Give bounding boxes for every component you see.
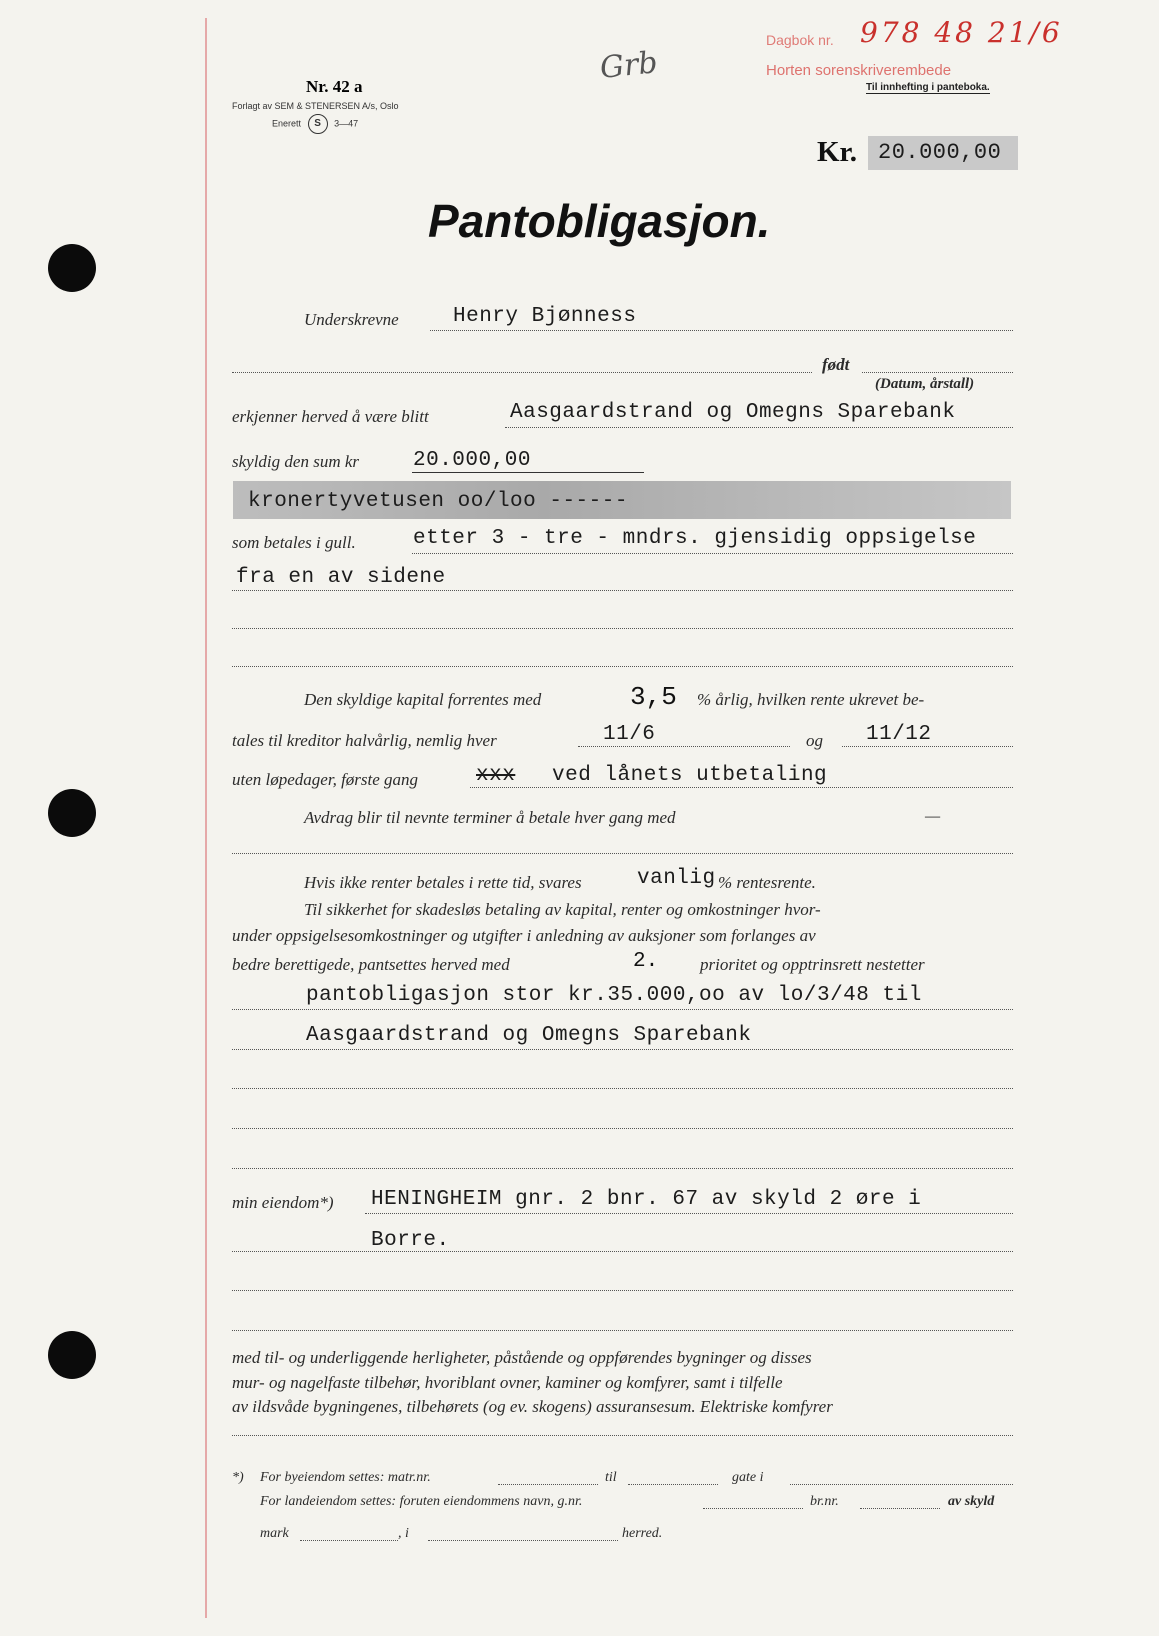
publisher-line (232, 101, 399, 111)
security-line-1 (232, 1009, 1013, 1010)
first-time-struck: xxx (476, 764, 516, 787)
interest-og: og (806, 731, 823, 750)
interest-text-1: Den skyldige kapital forrentes med (304, 690, 542, 709)
appurtenances-3: av ildsvåde bygningenes, tilbehørets (og ev. skogens) assuransesum. Elektriske komfyrer (232, 1397, 833, 1416)
footnote-city-dots-2 (628, 1484, 718, 1485)
punch-hole-top (48, 244, 96, 292)
born-hint: (Datum, årstall) (875, 376, 975, 392)
security-line-3 (232, 1088, 1013, 1089)
footnote-mark-dots-2 (428, 1540, 618, 1541)
publisher-logo-icon: S (308, 114, 328, 134)
appurtenances-1: med til- og underliggende herligheter, påstående og oppførendes bygninger og disses (232, 1348, 812, 1367)
footnote-rural-a: For landeiendom settes: foruten eiendommens navn, g.nr. (260, 1494, 583, 1509)
penalty-value: vanlig (637, 867, 716, 890)
priority-value: 2. (633, 950, 659, 973)
footnote-mark-a: mark (260, 1526, 289, 1541)
footnote-city-dots-3 (790, 1484, 1013, 1485)
footnote-mark-dots-1 (300, 1540, 398, 1541)
court-stamp: Horten sorenskriverembede (766, 62, 952, 79)
sum-label: skyldig den sum kr (232, 452, 360, 471)
undersigned-value: Henry Bjønness (453, 305, 637, 328)
creditor-label: erkjenner herved å være blitt (232, 407, 429, 426)
handwritten-initials: Grb (598, 45, 660, 86)
payment-terms-2: fra en av sidene (236, 566, 446, 589)
security-line-5 (232, 1168, 1013, 1169)
property-line-3 (232, 1290, 1013, 1291)
interest-text-4: uten løpedager, første gang (232, 770, 419, 789)
document-title: Pantobligasjon. (428, 195, 771, 247)
footnote-city-a: For byeiendom settes: matr.nr. (260, 1470, 431, 1485)
born-line-right (862, 372, 1013, 373)
journal-stamp-label: Dagbok nr. (766, 32, 834, 48)
sum-underline (412, 472, 644, 473)
property-value-2: Borre. (371, 1229, 450, 1252)
interest-date-2: 11/12 (866, 723, 932, 746)
punch-hole-bottom (48, 1331, 96, 1379)
property-label: min eiendom*) (232, 1193, 334, 1212)
installment-value: — (925, 806, 941, 825)
payment-line-1 (412, 553, 1013, 554)
publisher-date: 3—47 (334, 118, 359, 129)
journal-number-handwritten: 978 48 21/6 (860, 16, 1063, 49)
installment-line (232, 853, 1013, 854)
sum-value: 20.000,00 (413, 449, 531, 472)
interest-text-2: % årlig, hvilken rente ukrevet be- (697, 690, 925, 709)
security-line-4 (232, 1128, 1013, 1129)
interest-date-2-line (842, 746, 1013, 747)
footnote-city-b: til (605, 1470, 617, 1485)
amount-label: Kr. (817, 136, 858, 168)
footnote-city-dots-1 (498, 1484, 598, 1485)
form-number: Nr. 42 a (306, 77, 363, 96)
payment-label: som betales i gull. (232, 533, 356, 552)
blank-line-1 (232, 628, 1013, 629)
security-typed-2: Aasgaardstrand og Omegns Sparebank (306, 1024, 752, 1047)
amount-value: 20.000,00 (868, 136, 1018, 170)
margin-line (205, 18, 207, 1618)
property-line-1 (365, 1213, 1013, 1214)
footnote-mark-c: herred. (622, 1526, 663, 1541)
creditor-line (505, 427, 1013, 428)
interest-rate: 3,5 (630, 682, 677, 712)
penalty-text-2: % rentesrente. (718, 873, 816, 892)
born-label: født (822, 355, 850, 374)
first-time-value: ved lånets utbetaling (552, 764, 828, 787)
security-text-3: bedre berettigede, pantsettes herved med (232, 955, 510, 974)
born-line-left (232, 372, 812, 373)
payment-line-2 (232, 590, 1013, 591)
first-time-line (470, 787, 1013, 788)
property-value-1: HENINGHEIM gnr. 2 bnr. 67 av skyld 2 øre i (371, 1188, 922, 1211)
footnote-rural-dots-2 (860, 1508, 940, 1509)
interest-date-1: 11/6 (603, 723, 656, 746)
footnote-rural-dots-1 (703, 1508, 803, 1509)
property-line-2 (232, 1251, 1013, 1252)
blank-line-2 (232, 666, 1013, 667)
filing-note (866, 82, 990, 94)
security-text-1: Til sikkerhet for skadesløs betaling av kapital, renter og omkostninger hvor- (304, 900, 821, 919)
security-line-2 (232, 1049, 1013, 1050)
interest-text-3: tales til kreditor halvårlig, nemlig hver (232, 731, 497, 750)
filing-note-text: Til innhefting i pantebоka. (866, 82, 990, 93)
interest-date-1-line (578, 746, 790, 747)
security-typed-1: pantobligasjon stor kr.35.000,oo av lo/3/48 til (306, 984, 922, 1007)
security-text-2: under oppsigelsesomkostninger og utgifter i anledning av auksjoner som forlanges av (232, 926, 816, 945)
sum-words: kronertyvetusen oo/loo ------ (248, 490, 628, 513)
appurtenances-line (232, 1435, 1013, 1436)
punch-hole-middle (48, 789, 96, 837)
undersigned-label: Underskrevne (304, 310, 399, 329)
footnote-city-c: gate i (732, 1470, 764, 1485)
property-line-4 (232, 1330, 1013, 1331)
installment-text: Avdrag blir til nevnte terminer å betale hver gang med (304, 808, 676, 827)
footnote-star: *) (232, 1470, 244, 1485)
undersigned-line (430, 330, 1013, 331)
appurtenances-2: mur- og nagelfaste tilbehør, hvoriblant ovner, kaminer og komfyrer, samt i tilfelle (232, 1373, 783, 1392)
publisher-text: Forlagt av SEM & STENERSEN A/s, Oslo (232, 101, 399, 111)
security-text-4: prioritet og opptrinsrett nestetter (700, 955, 925, 974)
penalty-text-1: Hvis ikke renter betales i rette tid, svares (304, 873, 582, 892)
footnote-mark-b: , i (398, 1526, 409, 1541)
publisher-line-2 (272, 114, 358, 134)
footnote-rural-c: av skyld (948, 1494, 995, 1509)
creditor-value: Aasgaardstrand og Omegns Sparebank (510, 401, 956, 424)
publisher-enerett: Enerett (272, 118, 302, 129)
payment-terms-1: etter 3 - tre - mndrs. gjensidig oppsigelse (413, 527, 977, 550)
footnote-rural-b: br.nr. (810, 1494, 839, 1509)
